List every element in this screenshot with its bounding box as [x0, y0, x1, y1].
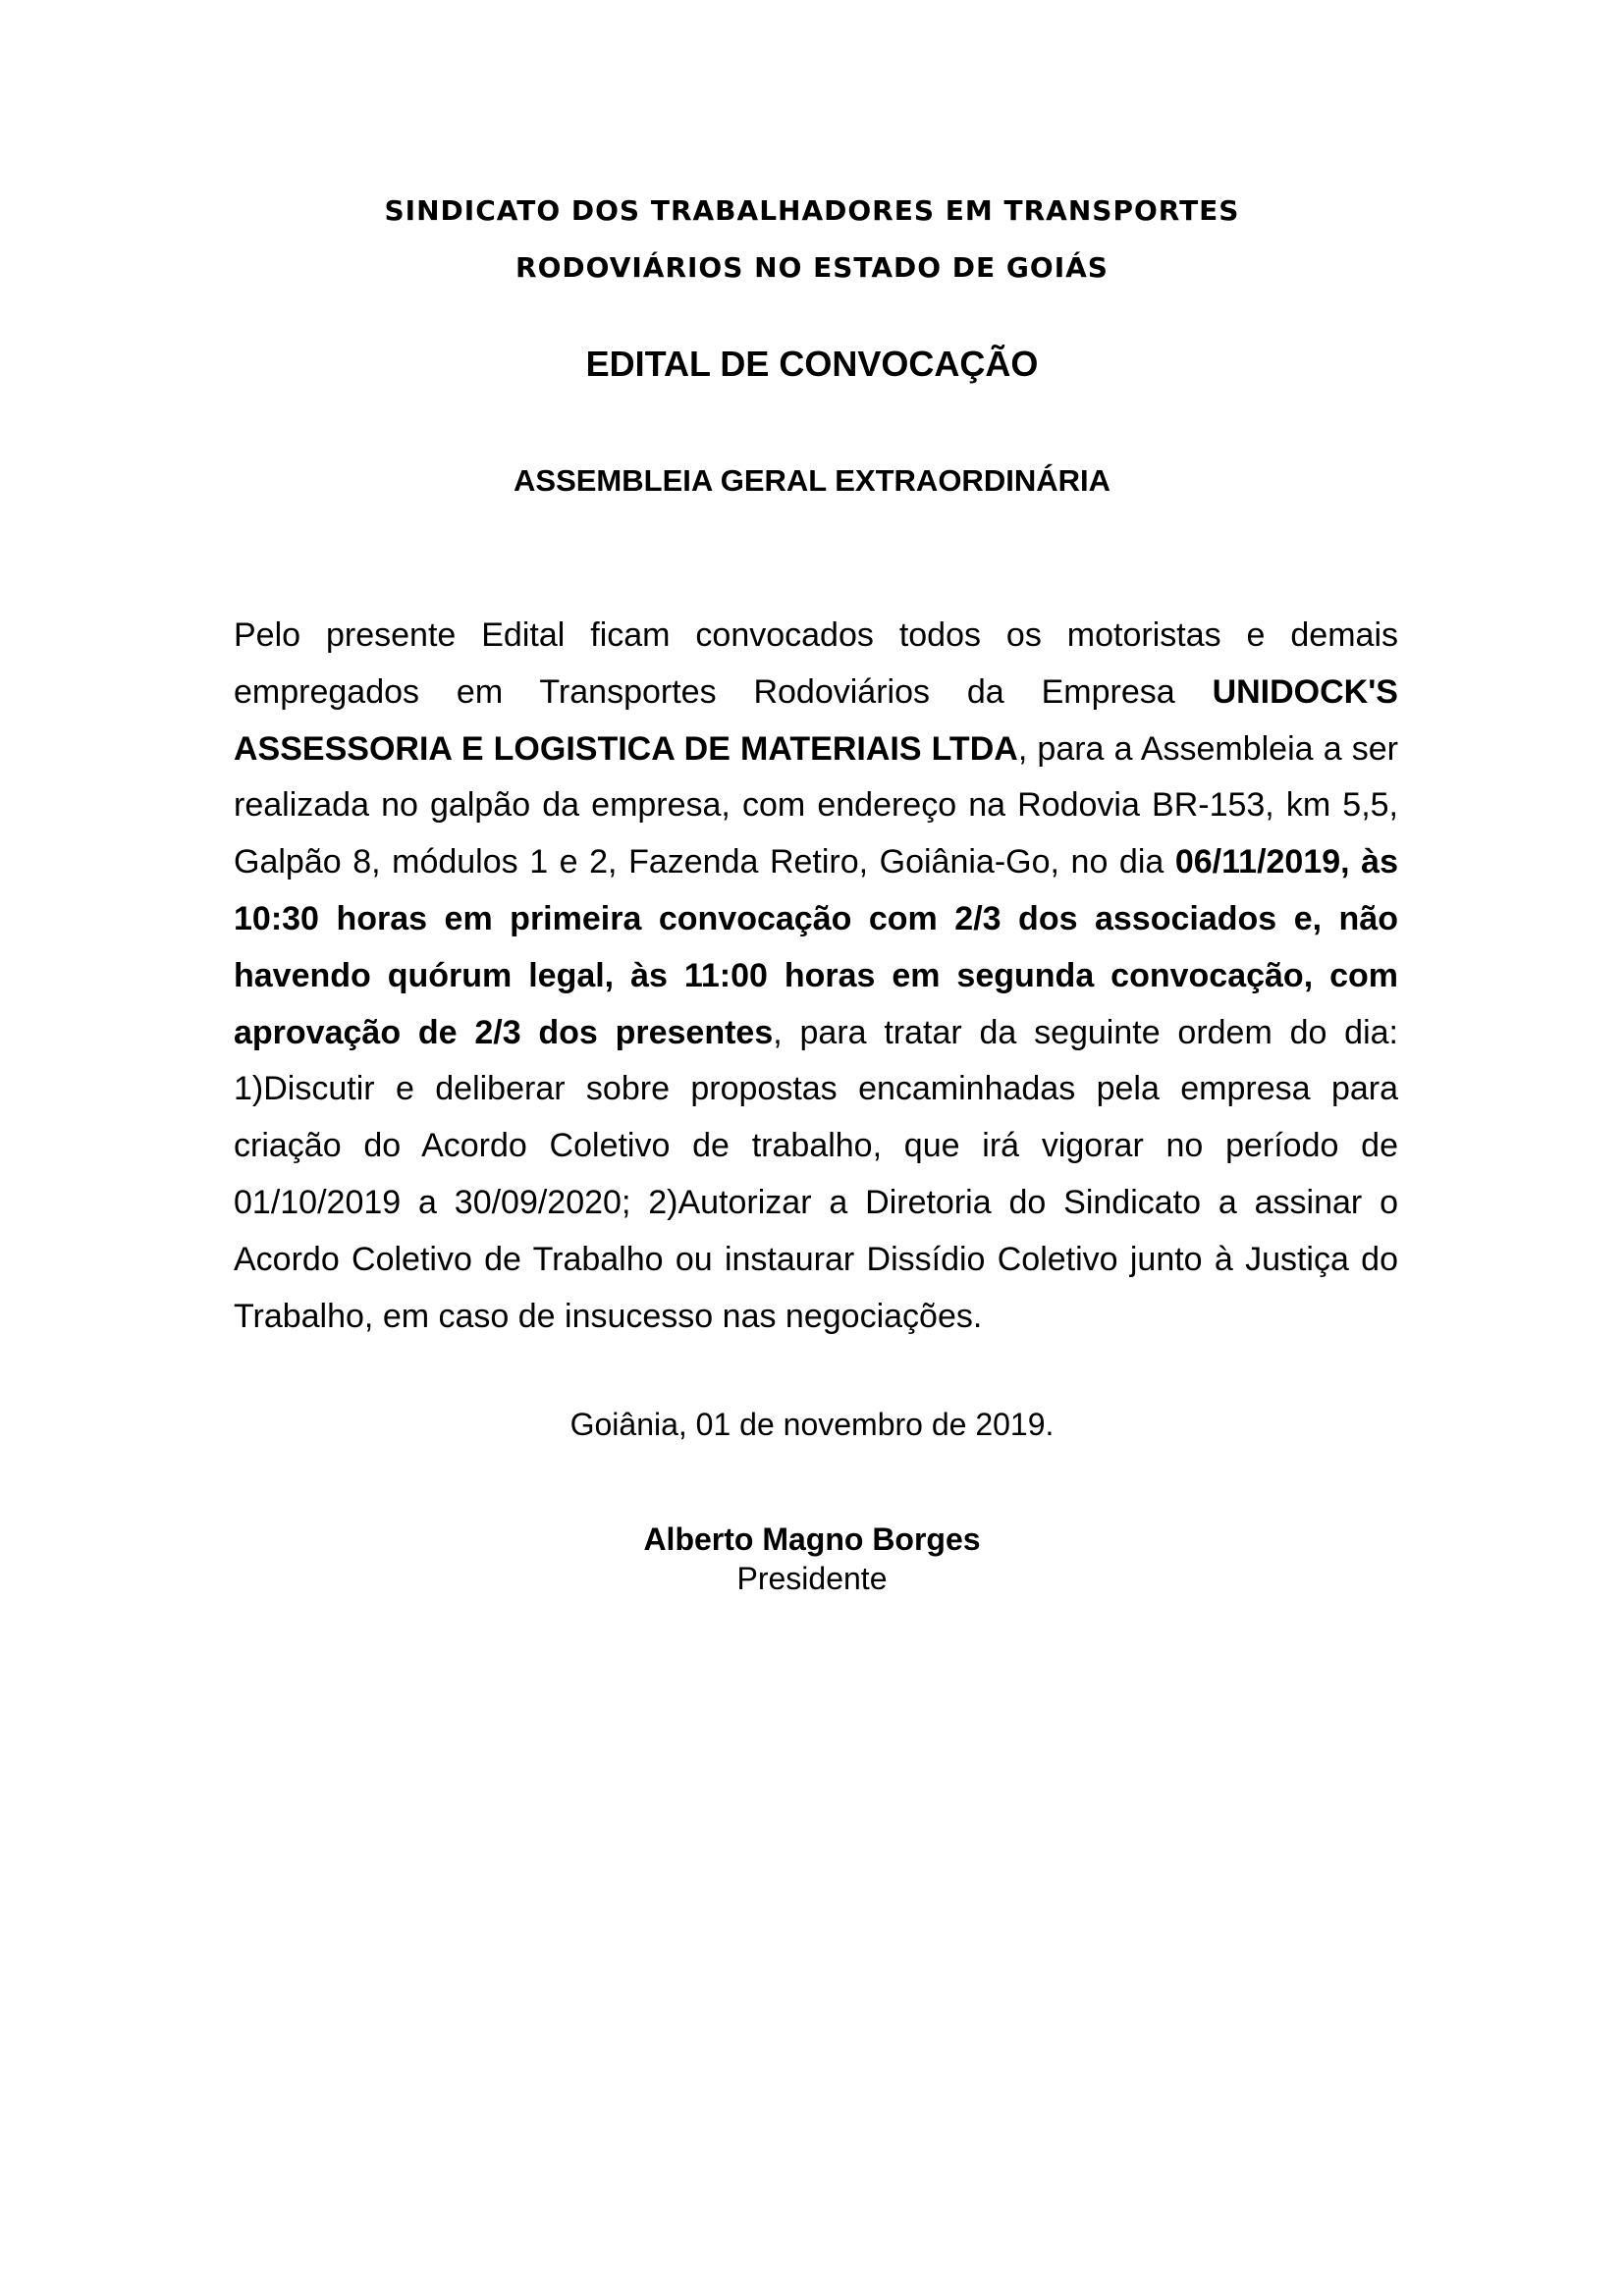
paragraph-agenda: , para tratar da seguinte ordem do dia: 1)Discutir e deliberar sobre propostas encaminhadas pela empresa para criação do Acordo Coletivo de trabalho, que irá vigorar no período de 01/10/2019 a 30/09/2020; 2)Autorizar a Diretoria do Sindicato a assinar o Acordo Coletivo de Trabalho ou instaurar Dissídio Coletivo junto à Justiça do Trabalho, em caso de insucesso nas negociações.	[234, 1013, 1398, 1335]
meeting-schedule: 06/11/2019, às 10:30 horas em primeira convocação com 2/3 dos associados e, não havendo quórum legal, às 11:00 horas em segunda convocação, com aprovação de 2/3 dos presentes	[234, 843, 1398, 1051]
union-name-line2: RODOVIÁRIOS NO ESTADO DE GOIÁS	[515, 251, 1109, 284]
union-name-line1: SINDICATO DOS TRABALHADORES EM TRANSPORTES	[384, 194, 1240, 227]
paragraph-intro: Pelo presente Edital ficam convocados todos os motoristas e demais empregados em Transportes Rodoviários da Empresa	[234, 616, 1398, 711]
place-and-date: Goiânia, 01 de novembro de 2019.	[569, 1407, 1055, 1442]
signer-name: Alberto Magno Borges	[643, 1522, 981, 1557]
document-title: EDITAL DE CONVOCAÇÃO	[585, 344, 1039, 384]
company-name: UNIDOCK'S ASSESSORIA E LOGISTICA DE MATERIAIS LTDA	[234, 672, 1398, 768]
signer-role: Presidente	[736, 1561, 888, 1596]
document-subtitle: ASSEMBLEIA GERAL EXTRAORDINÁRIA	[514, 463, 1110, 498]
paragraph-location: , para a Assembleia a ser realizada no galpão da empresa, com endereço na Rodovia BR-153, km 5,5, Galpão 8, módulos 1 e 2, Fazenda Retiro, Goiânia-Go, no dia	[234, 729, 1398, 881]
convocation-paragraph	[234, 608, 1398, 1345]
